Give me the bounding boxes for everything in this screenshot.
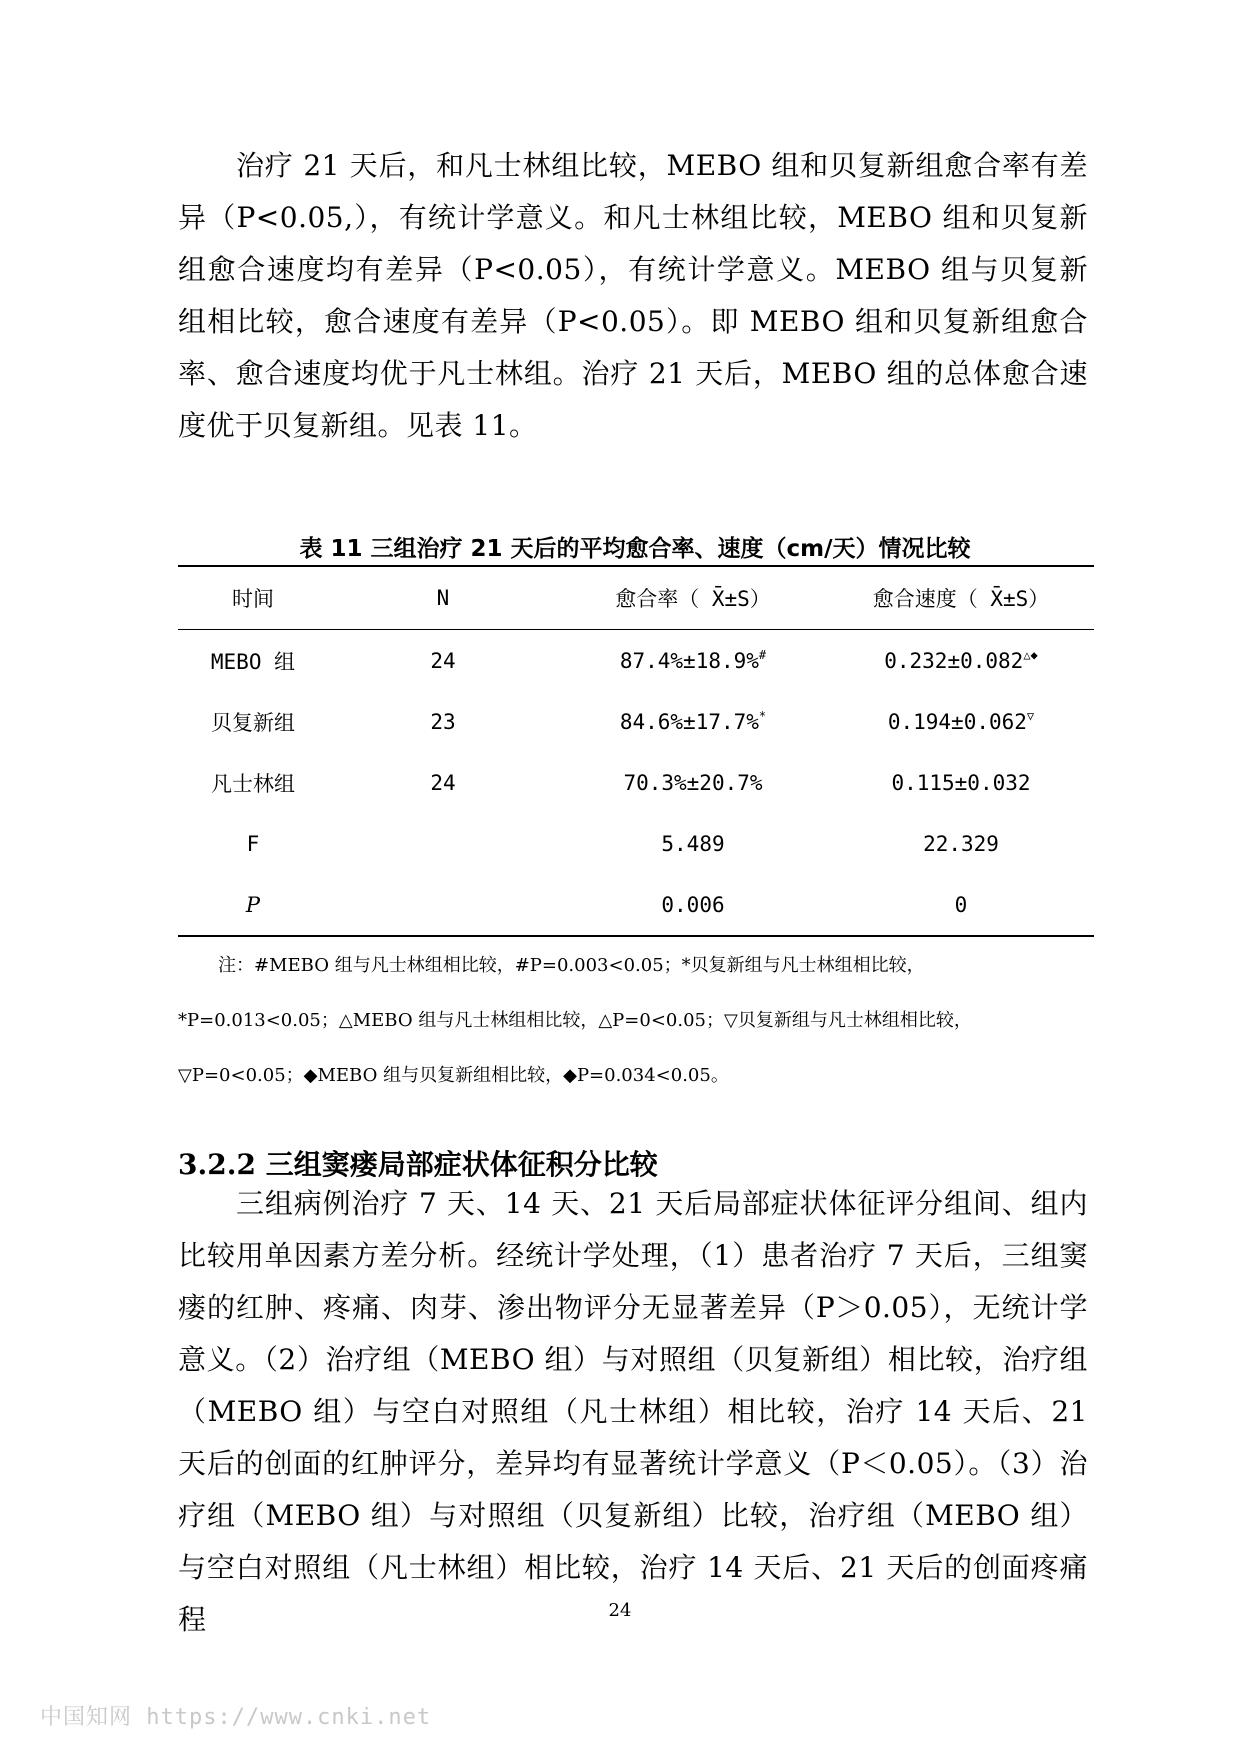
rate-mark: #	[758, 648, 767, 662]
paragraph-text: 治疗 21 天后，和凡士林组比较，MEBO 组和贝复新组愈合率有差异（P<0.05,），有统计学意义。和凡士林组比较，MEBO 组和贝复新组愈合速度均有差异（P<0.05），有统计学意义。MEBO 组与贝复新组相比较，愈合速度有差异（P<0.05）。即 MEBO 组和贝复新组愈合率、愈合速度均优于凡士林组。治疗 21 天后，MEBO 组的总体愈合速度优于贝复新组。见表 11。	[178, 149, 1088, 442]
row-speed: 22.329	[923, 831, 999, 856]
row-rate: 0.006	[661, 892, 725, 917]
rate-mark: *	[758, 709, 767, 723]
header-healing-rate: 愈合率（ X̄±S）	[615, 587, 771, 611]
table-row	[178, 752, 1094, 813]
row-rate: 84.6%±17.7%*	[619, 709, 767, 734]
table-row	[178, 630, 1094, 692]
table-row	[178, 691, 1094, 752]
row-label: 凡士林组	[211, 771, 295, 796]
note-line: 注：#MEBO 组与凡士林组相比较，#P=0.003<0.05；*贝复新组与凡士林组相比较，	[218, 955, 925, 976]
speed-mark: ▽	[1026, 709, 1035, 723]
paragraph-healing-results	[178, 140, 1088, 452]
table-row	[178, 813, 1094, 874]
row-label: F	[246, 831, 260, 856]
row-label: P	[245, 892, 261, 917]
table-notes	[218, 938, 1098, 993]
table-row	[178, 874, 1094, 936]
page-number: 24	[608, 1600, 632, 1621]
note-line: *P=0.013<0.05；△MEBO 组与凡士林组相比较，△P=0<0.05；▽贝复新组与凡士林组相比较，	[178, 1010, 972, 1031]
row-label: 贝复新组	[211, 710, 295, 735]
row-n: 24	[430, 648, 456, 673]
header-time: 时间	[232, 587, 274, 611]
header-n: N	[436, 586, 450, 610]
watermark: 中国知网 https://www.cnki.net	[40, 1705, 432, 1730]
row-n	[328, 874, 558, 936]
row-speed: 0	[954, 892, 968, 917]
row-rate: 87.4%±18.9%#	[619, 648, 767, 673]
row-label: MEBO 组	[210, 649, 296, 674]
row-rate: 5.489	[661, 831, 725, 856]
table-caption: 表 11 三组治疗 21 天后的平均愈合率、速度（cm/天）情况比较	[299, 536, 971, 562]
paragraph-text: 三组病例治疗 7 天、14 天、21 天后局部症状体征评分组间、组内比较用单因素方差分析。经统计学处理，（1）患者治疗 7 天后，三组窦瘘的红肿、疼痛、肉芽、渗出物评分无显著差异（P＞0.05），无统计学意义。（2）治疗组（MEBO 组）与对照组（贝复新组）相比较，治疗组（MEBO 组）与空白对照组（凡士林组）相比较，治疗 14 天后、21 天后的创面的红肿评分，差异均有显著统计学意义（P＜0.05）。（3）治疗组（MEBO 组）与对照组（贝复新组）比较，治疗组（MEBO 组）与空白对照组（凡士林组）相比较，治疗 14 天后、21 天后的创面疼痛程	[178, 1187, 1088, 1636]
table-11	[178, 565, 1094, 937]
row-n	[328, 813, 558, 874]
row-speed: 0.194±0.062▽	[887, 709, 1035, 734]
note-line: ▽P=0<0.05；◆MEBO 组与贝复新组相比较，◆P=0.034<0.05。	[178, 1065, 729, 1086]
row-n: 23	[430, 709, 456, 734]
table-notes-continued	[178, 993, 1098, 1103]
row-speed: 0.115±0.032	[891, 770, 1031, 795]
paragraph-symptom-scores	[178, 1178, 1088, 1646]
header-healing-speed: 愈合速度（ X̄±S）	[872, 587, 1050, 611]
row-speed: 0.232±0.082△◆	[884, 648, 1038, 673]
row-rate: 70.3%±20.7%	[623, 770, 763, 795]
speed-mark: △◆	[1023, 648, 1038, 662]
row-n: 24	[430, 770, 456, 795]
table-header-row	[178, 566, 1094, 630]
section-heading: 3.2.2 三组窦瘘局部症状体征积分比较	[178, 1148, 658, 1181]
